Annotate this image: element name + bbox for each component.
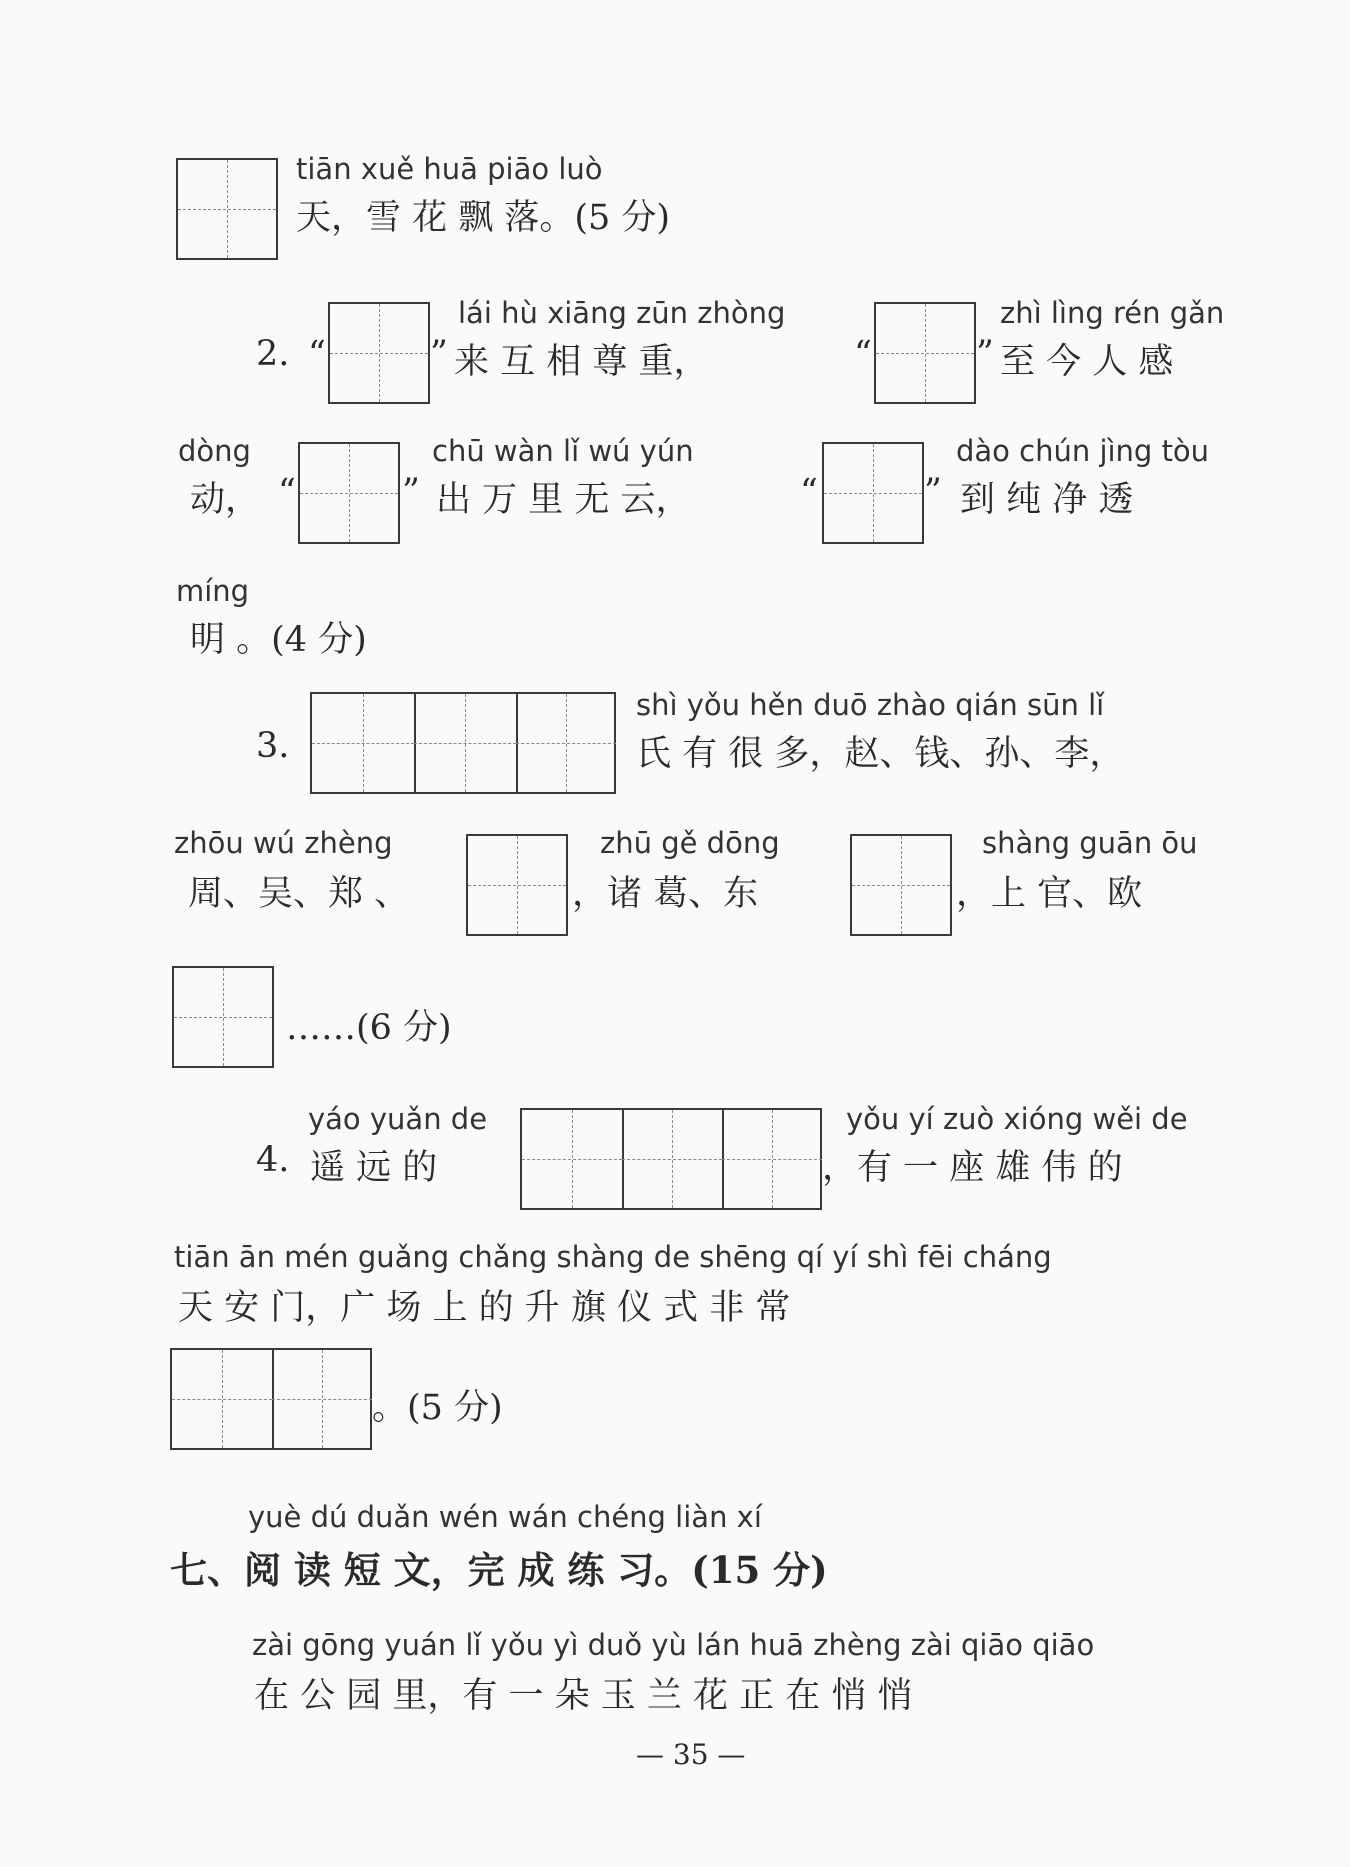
answer-box[interactable] bbox=[520, 1108, 822, 1210]
text-line: 遥 远 的 bbox=[310, 1148, 438, 1188]
text-line: 来 互 相 尊 重， bbox=[454, 342, 709, 382]
question-number: 4. bbox=[256, 1140, 290, 1180]
text-line: 天，雪 花 飘 落。(5 分) bbox=[296, 198, 671, 238]
quote-mark: “ bbox=[800, 472, 818, 512]
pinyin-row: shàng guān ōu bbox=[982, 826, 1198, 860]
pinyin-row: chū wàn lǐ wú yún bbox=[432, 434, 694, 468]
pinyin-row: zhōu wú zhèng bbox=[174, 826, 393, 860]
grid-guide bbox=[174, 1017, 272, 1018]
answer-box[interactable] bbox=[328, 302, 430, 404]
text-line: 出 万 里 无 云， bbox=[436, 480, 691, 520]
pinyin-row: dòng bbox=[178, 434, 251, 468]
passage-line: 在 公 园 里，有 一 朵 玉 兰 花 正 在 悄 悄 bbox=[254, 1676, 913, 1716]
text-line: 周、吴、郑 、 bbox=[188, 874, 410, 914]
grid-guide bbox=[852, 885, 950, 886]
pinyin-row: shì yǒu hěn duō zhào qián sūn lǐ bbox=[636, 688, 1105, 722]
answer-box[interactable] bbox=[466, 834, 568, 936]
quote-mark: ” bbox=[402, 472, 420, 512]
answer-box[interactable] bbox=[822, 442, 924, 544]
pinyin-row: yuè dú duǎn wén wán chéng liàn xí bbox=[248, 1500, 762, 1534]
answer-box[interactable] bbox=[874, 302, 976, 404]
text-line: ，有 一 座 雄 伟 的 bbox=[822, 1148, 1123, 1188]
page-number: — 35 — bbox=[636, 1738, 746, 1771]
quote-mark: ” bbox=[924, 472, 942, 512]
grid-guide bbox=[468, 885, 566, 886]
text-line: 。(5 分) bbox=[372, 1388, 503, 1428]
answer-box[interactable] bbox=[172, 966, 274, 1068]
question-number: 3. bbox=[256, 726, 290, 766]
pinyin-row: yǒu yí zuò xióng wěi de bbox=[846, 1102, 1188, 1136]
pinyin-row: zhì lìng rén gǎn bbox=[1000, 296, 1225, 330]
answer-box[interactable] bbox=[298, 442, 400, 544]
pinyin-row: dào chún jìng tòu bbox=[956, 434, 1210, 468]
text-line: ，上 官、欧 bbox=[956, 874, 1143, 914]
quote-mark: “ bbox=[854, 334, 872, 374]
answer-box[interactable] bbox=[170, 1348, 372, 1450]
grid-guide bbox=[330, 353, 428, 354]
text-line: 至 今 人 感 bbox=[1000, 342, 1174, 382]
answer-box[interactable] bbox=[850, 834, 952, 936]
pinyin-row: tiān xuě huā piāo luò bbox=[296, 152, 603, 186]
text-line: 明 。(4 分) bbox=[190, 620, 367, 660]
quote-mark: ” bbox=[976, 334, 994, 374]
grid-guide bbox=[824, 493, 922, 494]
grid-guide bbox=[300, 493, 398, 494]
text-line: 氏 有 很 多，赵、钱、孙、李， bbox=[636, 734, 1125, 774]
answer-box[interactable] bbox=[310, 692, 616, 794]
pinyin-row: yáo yuǎn de bbox=[308, 1102, 488, 1136]
quote-mark: “ bbox=[278, 472, 296, 512]
text-line: ，诸 葛、东 bbox=[572, 874, 759, 914]
text-line: 到 纯 净 透 bbox=[960, 480, 1134, 520]
pinyin-row: zhū gě dōng bbox=[600, 826, 780, 860]
grid-guide bbox=[876, 353, 974, 354]
grid-guide bbox=[178, 209, 276, 210]
answer-box[interactable] bbox=[176, 158, 278, 260]
section-title: 七、阅 读 短 文，完 成 练 习。(15 分) bbox=[170, 1548, 828, 1592]
pinyin-row: zài gōng yuán lǐ yǒu yì duǒ yù lán huā zhèng zài qiāo qiāo bbox=[252, 1628, 1095, 1662]
text-line: ……(6 分) bbox=[286, 1008, 452, 1048]
question-number: 2. bbox=[256, 334, 290, 374]
text-line: 天 安 门，广 场 上 的 升 旗 仪 式 非 常 bbox=[178, 1288, 791, 1328]
quote-mark: “ bbox=[308, 334, 326, 374]
quote-mark: ” bbox=[430, 334, 448, 374]
pinyin-row: lái hù xiāng zūn zhòng bbox=[458, 296, 786, 330]
text-line: 动， bbox=[190, 480, 261, 520]
pinyin-row: tiān ān mén guǎng chǎng shàng de shēng qí yí shì fēi cháng bbox=[174, 1240, 1052, 1274]
pinyin-row: míng bbox=[176, 574, 250, 608]
